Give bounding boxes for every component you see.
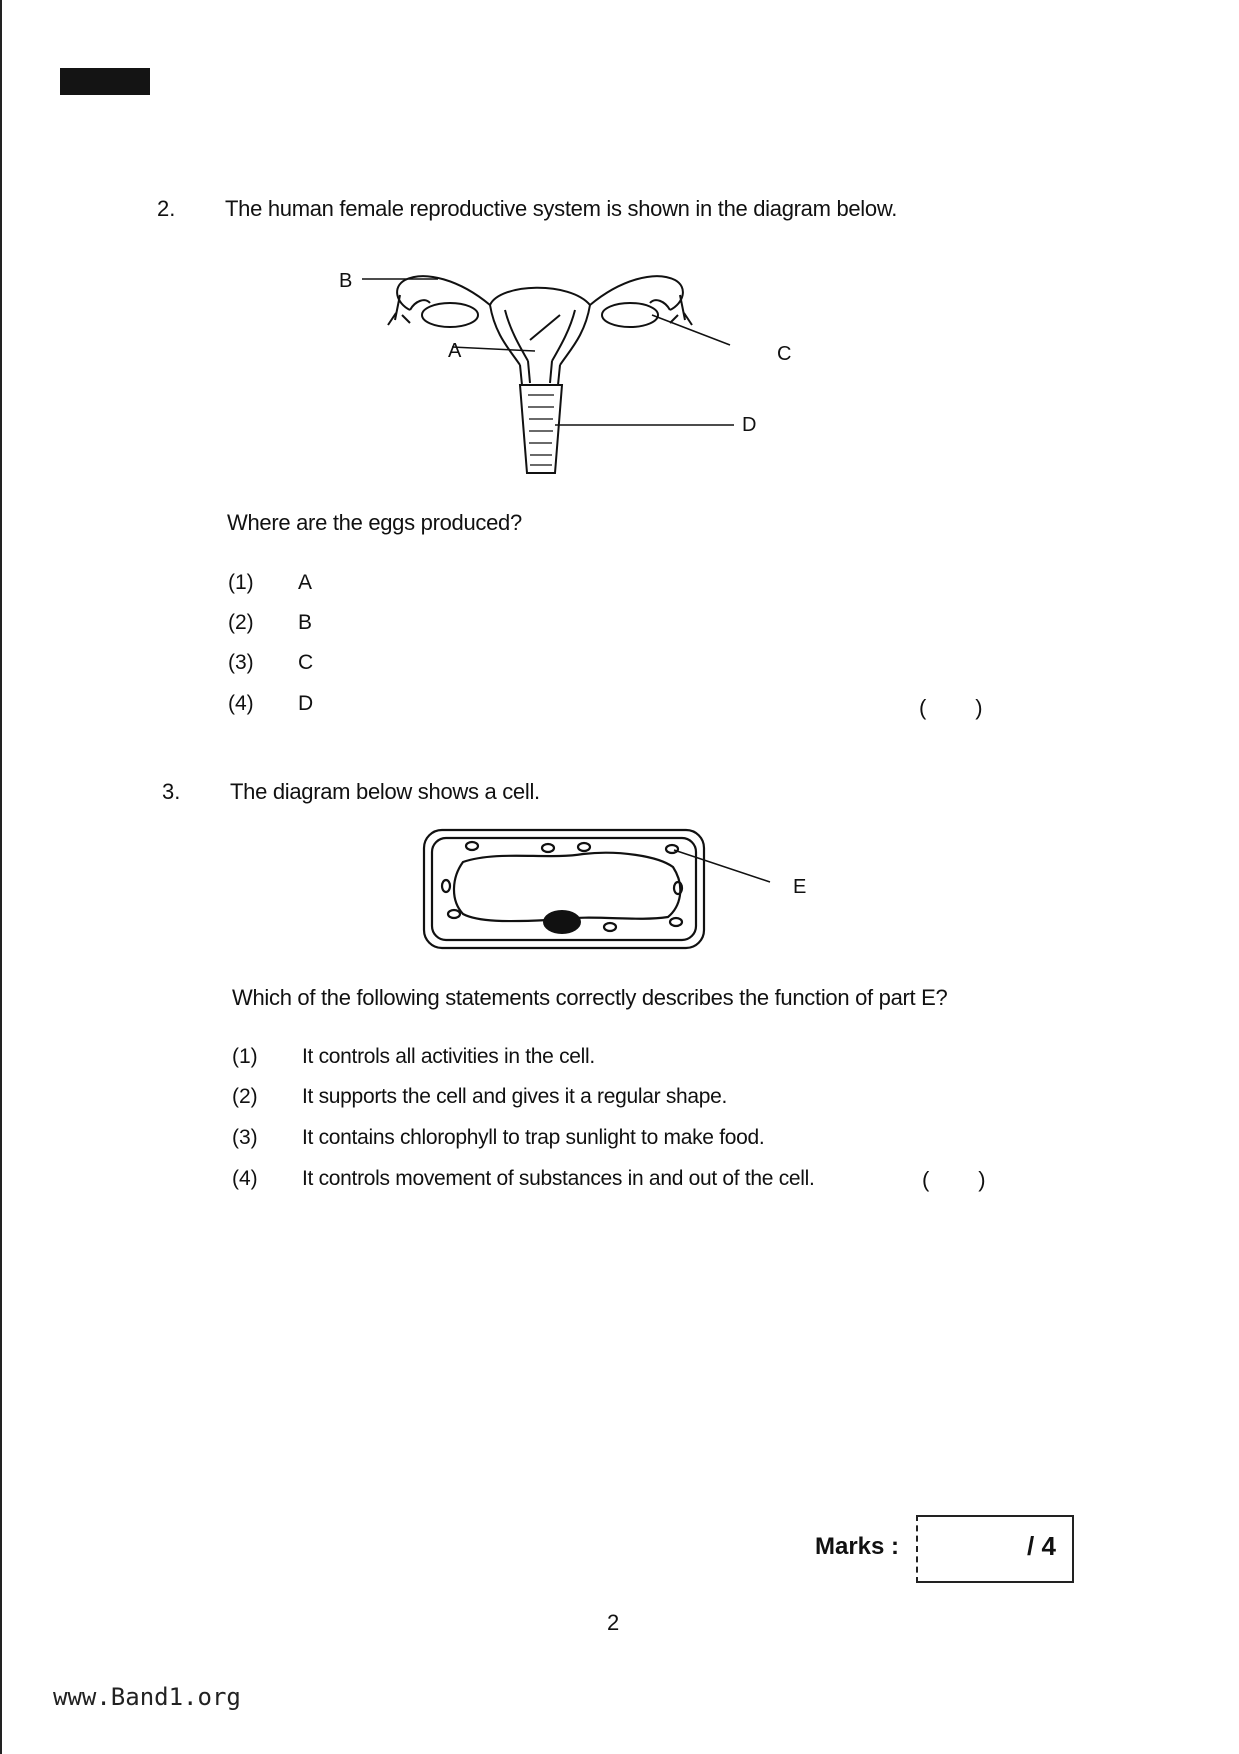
label-a: A [448, 340, 462, 362]
q2-text: The human female reproductive system is shown in the diagram below. [225, 196, 898, 221]
q2-option-4-text: D [298, 692, 313, 715]
q2-option-2-num: (2) [228, 611, 254, 634]
label-b: B [339, 270, 353, 292]
label-c: C [777, 343, 792, 365]
q2-option-3-num: (3) [228, 651, 254, 674]
cell-diagram [418, 822, 778, 952]
footer-url: www.Band1.org [53, 1683, 241, 1711]
q2-option-1-num: (1) [228, 571, 254, 594]
label-d: D [742, 414, 757, 436]
marks-label: Marks : [815, 1533, 900, 1560]
q2-number: 2. [157, 196, 176, 221]
q3-option-1-num: (1) [232, 1045, 258, 1068]
q3-option-4-num: (4) [232, 1167, 258, 1190]
q3-answer-bracket[interactable]: ( ) [922, 1167, 986, 1192]
page-number: 2 [607, 1610, 620, 1635]
q3-option-1-text: It controls all activities in the cell. [302, 1045, 595, 1068]
redaction-block [60, 68, 150, 95]
label-e: E [793, 876, 807, 898]
scan-edge [0, 0, 2, 1754]
q3-option-2-num: (2) [232, 1085, 258, 1108]
q2-option-3-text: C [298, 651, 313, 674]
q3-number: 3. [162, 779, 181, 804]
q2-answer-bracket[interactable]: ( ) [919, 695, 983, 720]
q2-option-4-num: (4) [228, 692, 254, 715]
q3-option-4-text: It controls movement of substances in and out of the cell. [302, 1167, 815, 1190]
female-reproductive-system-diagram [330, 255, 810, 485]
q3-question: Which of the following statements correctly describes the function of part E? [232, 985, 948, 1010]
q3-option-2-text: It supports the cell and gives it a regular shape. [302, 1085, 728, 1108]
q3-text: The diagram below shows a cell. [230, 779, 540, 804]
q3-option-3-num: (3) [232, 1126, 258, 1149]
q2-option-2-text: B [298, 611, 312, 634]
marks-total: / 4 [1027, 1531, 1056, 1561]
q3-option-3-text: It contains chlorophyll to trap sunlight to make food. [302, 1126, 765, 1149]
q2-option-1-text: A [298, 571, 312, 594]
q2-question: Where are the eggs produced? [227, 510, 522, 535]
